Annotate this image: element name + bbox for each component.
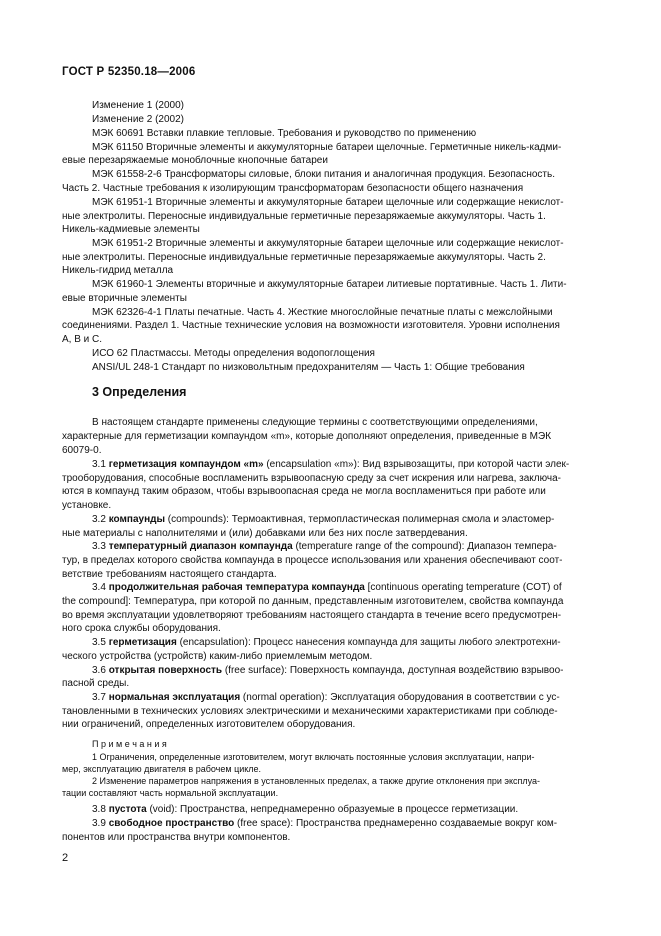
def-text: (temperature range of the compound): Диапазон темпера- [292,541,557,552]
def-term: открытая поверхность [108,665,223,676]
def-line: во время эксплуатации удовлетворяют требованиям настоящего стандарта в течение всего предусмотрен- [62,610,562,621]
def-number: 3.5 [92,637,109,648]
definition-3-3 [92,540,557,553]
def-number: 3.2 [92,514,109,525]
def-line: пасной среды. [62,678,130,689]
ref-line: Никель-гидрид металла [62,265,174,276]
ref-line: соединениями. Раздел 1. Частные технические условия на возможности изготовителя. Уровни исполнения [62,320,560,331]
def-line: тановленными в технических условиях электрическими и механическими характеристиками при соблюде- [62,706,558,717]
def-number: 3.6 [92,665,109,676]
def-term: нормальная эксплуатация [108,692,241,703]
def-text: (free surface): Поверхность компаунда, доступная воздействию взрывоо- [222,665,564,676]
note-line: тации составляют часть нормальной эксплуатации. [62,788,279,798]
def-line: ные материалы с наполнителями и (или) добавками или без них после затвердевания. [62,528,468,539]
ref-line: ные электролиты. Переносные индивидуальные герметичные перезаряжаемые аккумуляторы. Часть 1. [62,211,546,222]
def-term: температурный диапазон компаунда [108,541,293,552]
def-number: 3.7 [92,692,109,703]
intro-line: В настоящем стандарте применены следующие термины с соответствующими определениями, [92,417,538,428]
def-term: продолжительная рабочая температура компаунда [108,582,365,593]
ref-line: ИСО 62 Пластмассы. Методы определения водопоглощения [92,348,375,359]
ref-line: Изменение 2 (2002) [92,114,184,125]
ref-line: евые перезаряжаемые моноблочные кнопочные батареи [62,155,328,166]
def-number: 3.1 [92,459,109,470]
def-line: установке. [62,500,112,511]
def-term: герметизация компаундом «m» [108,459,264,470]
notes-title: П р и м е ч а н и я [92,739,167,749]
def-text: (normal operation): Эксплуатация оборудования в соответствии с ус- [240,692,560,703]
ref-line: ные электролиты. Переносные индивидуальные герметичные перезаряжаемые аккумуляторы. Часть 2. [62,252,546,263]
definition-3-9 [92,817,557,830]
def-number: 3.3 [92,541,109,552]
def-text: (compounds): Термоактивная, термопластическая полимерная смола и эластомер- [165,514,555,525]
def-term: компаунды [108,514,166,525]
def-line: ются в компаунд таким образом, чтобы взрывоопасная среда не могла воспламениться при работе или [62,486,546,497]
section-heading: 3 Определения [92,385,187,399]
definition-3-8 [92,803,518,816]
ref-line: евые вторичные элементы [62,293,187,304]
note-line: 2 Изменение параметров напряжения в установленных пределах, а также другие отклонения при эксплуа- [92,776,541,786]
ref-line: Часть 2. Частные требования к изолирующим трансформаторам безопасности общего назначения [62,183,524,194]
def-term: свободное пространство [108,818,235,829]
ref-line: МЭК 61150 Вторичные элементы и аккумуляторные батареи щелочные. Герметичные никель-кадми- [92,142,562,153]
note-line: мер, эксплуатацию двигателя в рабочем цикле. [62,764,262,774]
standard-header: ГОСТ Р 52350.18—2006 [62,66,196,78]
definition-3-7 [92,691,560,704]
def-text: (free space): Пространства преднамеренно создаваемые вокруг ком- [234,818,558,829]
def-line: the compound]: Температура, при которой по данным, представленным изготовителем, свойства компаунда [62,596,564,607]
intro-line: характерные для герметизации компаундом «m», которые дополняют определения, приведенные в МЭК [62,431,552,442]
page-number: 2 [62,852,69,864]
ref-line: Никель-кадмиевые элементы [62,224,200,235]
def-term: пустота [108,804,147,815]
definition-3-2 [92,513,554,526]
ref-line: МЭК 61558-2-6 Трансформаторы силовые, блоки питания и аналогичная продукция. Безопасность. [92,169,555,180]
def-line: тур, в пределах которого свойства компаунда в процессе использования или хранения обеспечивают соот- [62,555,563,566]
definition-3-1 [92,458,569,471]
def-line: ческого устройства (устройств) каким-либо приемлемым методом. [62,651,373,662]
ref-line: ANSI/UL 248-1 Стандарт по низковольтным предохранителям — Часть 1: Общие требования [92,362,525,373]
definition-3-4 [92,581,562,594]
definition-3-5 [92,636,561,649]
ref-line: МЭК 60691 Вставки плавкие тепловые. Требования и руководство по применению [92,128,477,139]
ref-line: МЭК 61951-1 Вторичные элементы и аккумуляторные батареи щелочные или содержащие некислот- [92,197,564,208]
ref-line: Изменение 1 (2000) [92,100,184,111]
def-line: ветствие требованиям настоящего стандарта. [62,569,277,580]
def-line: нии ограничений, определенных изготовителем оборудования. [62,719,356,730]
definition-3-6 [92,664,563,677]
intro-line: 60079-0. [62,445,102,456]
def-text: (encapsulation): Процесс нанесения компаунда для защиты любого электротехни- [176,637,561,648]
def-line: ного срока службы оборудования. [62,623,221,634]
ref-line: А, В и С. [62,334,103,345]
def-line: понентов или пространства внутри компонентов. [62,832,291,843]
def-number: 3.4 [92,582,109,593]
note-line: 1 Ограничения, определенные изготовителем, могут включать постоянные условия эксплуатации, напри- [92,752,535,762]
def-number: 3.8 [92,804,109,815]
def-text: [continuous operating temperature (COT) of [364,582,562,593]
def-text: (void): Пространства, непреднамеренно образуемые в процессе герметизации. [146,804,519,815]
def-number: 3.9 [92,818,109,829]
ref-line: МЭК 61951-2 Вторичные элементы и аккумуляторные батареи щелочные или содержащие некислот- [92,238,564,249]
ref-line: МЭК 62326-4-1 Платы печатные. Часть 4. Жесткие многослойные печатные платы с межслойными [92,307,553,318]
ref-line: МЭК 61960-1 Элементы вторичные и аккумуляторные батареи литиевые портативные. Часть 1. Лити- [92,279,567,290]
def-term: герметизация [108,637,177,648]
def-text: (encapsulation «m»): Вид взрывозащиты, при которой части элек- [263,459,570,470]
def-line: трооборудования, способные воспламенить взрывоопасную среду за счет искрения или нагрева, заключа- [62,473,561,484]
